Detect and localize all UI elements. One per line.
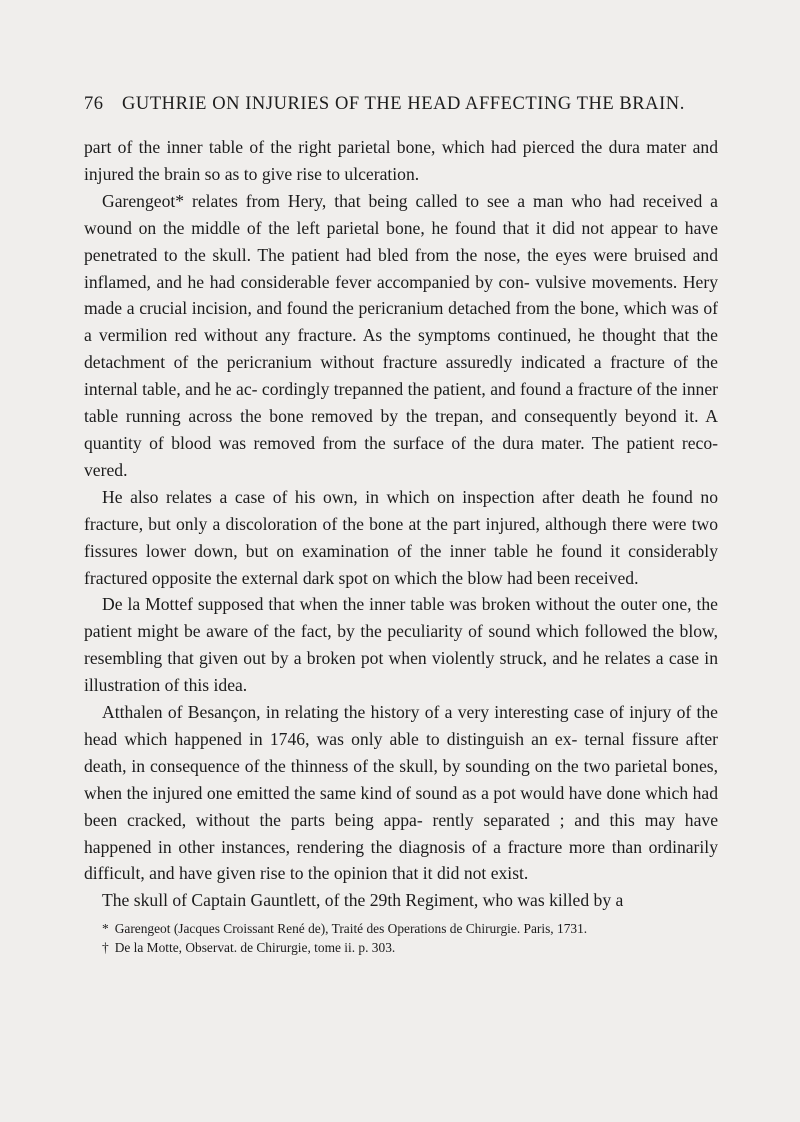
paragraph: Atthalen of Besançon, in relating the history of a very interesting case of injury of the head which happened in 1746, was only able to distinguish an ex- ternal fissure after death, in consequence of the thinness of the skull, by sounding on the two parietal bones, when the injured one emitted the same kind of sound as a pot would have done which had been cracked, without the parts being appa- rently separated ; and this may have happened in other instances, rendering the diagnosis of a fracture more than ordinarily difficult, and have given rise to the opinion that it did not exist. bbox=[84, 702, 718, 884]
footnote-text: De la Motte, Observat. de Chirurgie, tome ii. p. 303. bbox=[114, 940, 396, 956]
footnotes bbox=[84, 919, 718, 957]
book-page bbox=[84, 94, 718, 957]
footnote bbox=[84, 938, 718, 957]
paragraph: The skull of Captain Gauntlett, of the 29th Regiment, who was killed by a bbox=[102, 890, 624, 911]
footnote-mark: * bbox=[102, 921, 109, 937]
running-title: GUTHRIE ON INJURIES OF THE HEAD AFFECTING THE BRAIN. bbox=[122, 94, 685, 114]
body-text bbox=[84, 134, 718, 914]
paragraph: De la Mottef supposed that when the inner table was broken without the outer one, the patient might be aware of the fact, by the peculiarity of sound which followed the blow, resembling that given out by a broken pot when violently struck, and he relates a case in illustration of this idea. bbox=[84, 594, 718, 696]
footnote-text: Garengeot (Jacques Croissant René de), Traité des Operations de Chirurgie. Paris, 1731. bbox=[114, 921, 588, 937]
running-header bbox=[84, 94, 718, 122]
footnote-mark: † bbox=[102, 940, 109, 956]
paragraph: Garengeot* relates from Hery, that being called to see a man who had received a wound on the middle of the left parietal bone, he found that it did not appear to have penetrated to the skull. The patient had bled from the nose, the eyes were bruised and inflamed, and he had considerable fever accompanied by con- vulsive movements. Hery made a crucial incision, and found the pericranium detached from the bone, which was of a vermilion red without any fracture. As the symptoms continued, he thought that the detachment of the pericranium without fracture assuredly indicated a fracture of the internal table, and he ac- cordingly trepanned the patient, and found a fracture of the inner table running across the bone removed by the trepan, and consequently beyond it. A quantity of blood was removed from the surface of the dura mater. The patient reco- vered. bbox=[84, 190, 718, 480]
paragraph: He also relates a case of his own, in which on inspection after death he found no fracture, but only a discoloration of the bone at the part injured, although there were two fissures lower down, but on examination of the inner table he found it considerably fractured opposite the external dark spot on which the blow had been received. bbox=[84, 486, 718, 588]
page-number: 76 bbox=[84, 94, 104, 114]
footnote bbox=[84, 919, 718, 938]
paragraph: part of the inner table of the right parietal bone, which had pierced the dura mater and injured the brain so as to give rise to ulceration. bbox=[84, 137, 718, 184]
